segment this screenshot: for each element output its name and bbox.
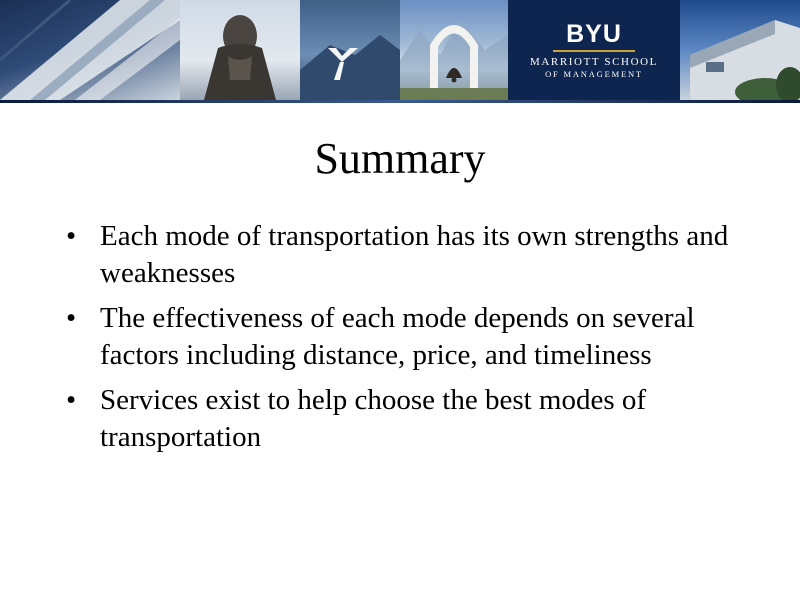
statue-photo: [180, 0, 300, 100]
logo-gold-rule: [553, 50, 635, 52]
building-icon: [0, 0, 180, 100]
bullet-dot-icon: •: [66, 384, 77, 416]
banner-divider: [0, 100, 800, 103]
bullet-item: [62, 218, 762, 292]
statue-icon: [180, 0, 300, 100]
bullet-list: [62, 218, 762, 464]
logo-subtitle: OF MANAGEMENT: [545, 69, 643, 79]
bell-arch-icon: [400, 0, 508, 100]
bullet-item: [62, 382, 762, 456]
building-right-photo: [680, 0, 800, 100]
bullet-text: The effectiveness of each mode depends on several factors including distance, price, and timeliness: [100, 302, 695, 371]
building-left-photo: [0, 0, 180, 100]
building-icon: [680, 0, 800, 100]
y-mountain-icon: [300, 0, 400, 100]
bell-arch-photo: [400, 0, 508, 100]
bullet-text: Each mode of transportation has its own strengths and weaknesses: [100, 220, 729, 289]
byu-marriott-logo: [508, 0, 680, 100]
y-mountain-photo: [300, 0, 400, 100]
logo-school-name: MARRIOTT SCHOOL: [529, 56, 658, 68]
slide-title: Summary: [314, 134, 486, 183]
bullet-item: [62, 300, 762, 374]
bullet-text: Services exist to help choose the best modes of transportation: [100, 384, 647, 453]
logo-wordmark: BYU: [566, 20, 622, 48]
bullet-dot-icon: •: [66, 220, 77, 252]
header-banner: [0, 0, 800, 100]
bullet-dot-icon: •: [66, 302, 77, 334]
